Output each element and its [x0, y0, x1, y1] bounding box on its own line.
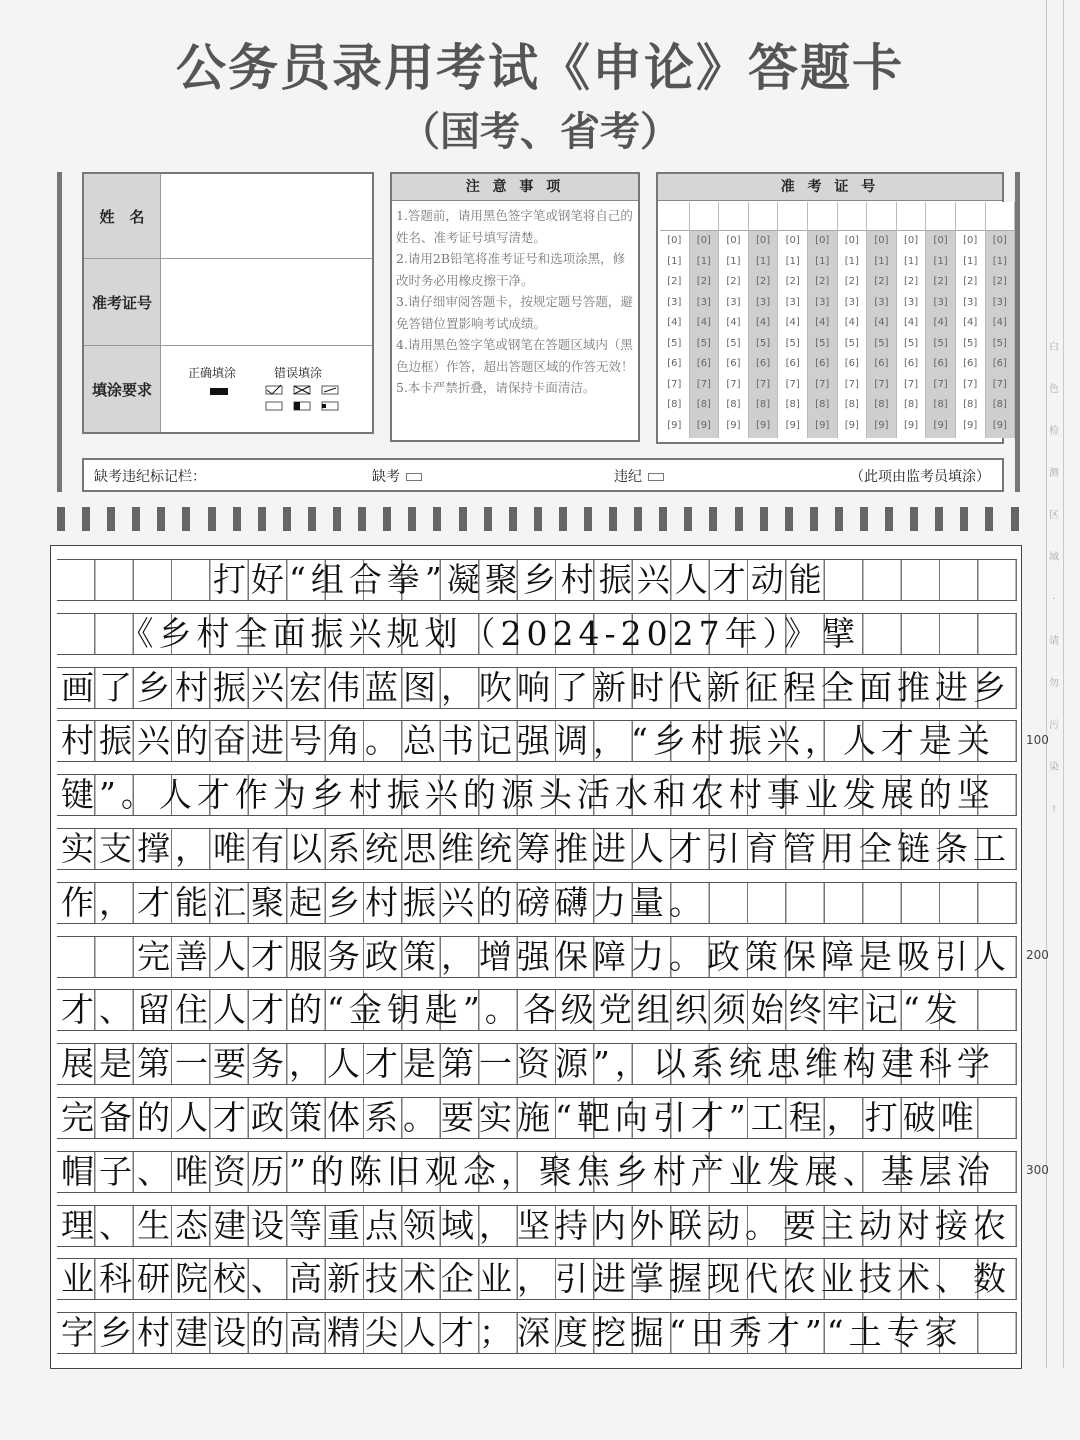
- id-digit-bubble[interactable]: [9]: [815, 419, 830, 431]
- name-row[interactable]: [84, 174, 372, 259]
- id-digit-bubble[interactable]: [2]: [963, 276, 978, 287]
- timing-mark: [433, 507, 441, 531]
- id-digit-bubble[interactable]: [7]: [992, 378, 1007, 390]
- id-digit-bubble[interactable]: [5]: [874, 337, 889, 349]
- wrong-fill-samples: [264, 384, 340, 414]
- violation-checkbox[interactable]: [648, 473, 664, 481]
- id-digit-box[interactable]: [778, 202, 807, 231]
- timing-mark: [910, 507, 918, 531]
- wrong-label: 错误填涂: [274, 366, 323, 380]
- id-digit-box[interactable]: [986, 202, 1015, 231]
- essay-line[interactable]: [57, 882, 1017, 924]
- id-digit-box[interactable]: [956, 202, 985, 231]
- timing-mark: [57, 507, 65, 531]
- page-subtitle: （国考、省考）: [400, 109, 680, 155]
- timing-mark: [258, 507, 266, 531]
- id-digit-bubble[interactable]: [3]: [874, 296, 889, 308]
- id-digit-bubble[interactable]: [9]: [667, 419, 682, 431]
- timing-mark: [233, 507, 241, 531]
- notice-item: 1.答题前，请用黑色签字笔或钢笔将自己的姓名、准考证号填写清楚。: [396, 208, 633, 245]
- id-digit-bubble[interactable]: [0]: [874, 235, 889, 246]
- id-digit-column: [778, 202, 808, 438]
- answer-sheet: [50, 545, 1022, 1369]
- id-digit-bubble[interactable]: [9]: [933, 419, 948, 431]
- id-digit-bubble[interactable]: [9]: [785, 419, 800, 431]
- essay-line-text: 键”。人才作为乡村振兴的源头活水和农村事业发展的坚: [61, 775, 995, 815]
- id-digit-box[interactable]: [808, 202, 837, 231]
- id-digit-bubble[interactable]: [1]: [963, 255, 978, 267]
- timing-mark: [1011, 507, 1019, 531]
- id-digit-bubble[interactable]: [7]: [726, 378, 741, 390]
- fill-label: 填涂要求: [84, 346, 161, 432]
- exam-id-title: 准 考 证 号: [658, 174, 1002, 201]
- id-digit-box[interactable]: [749, 202, 778, 231]
- id-digit-bubble[interactable]: [2]: [726, 276, 741, 287]
- essay-line-text: 字乡村建设的高精尖人才；深度挖掘“田秀才”“土专家: [61, 1313, 963, 1353]
- id-digit-bubble[interactable]: [4]: [726, 317, 741, 328]
- essay-line[interactable]: [57, 828, 1017, 870]
- id-digit-bubble[interactable]: [3]: [785, 296, 800, 308]
- id-digit-bubble[interactable]: [7]: [963, 378, 978, 390]
- timing-mark: [559, 507, 567, 531]
- timing-mark: [609, 507, 617, 531]
- id-digit-box[interactable]: [719, 202, 748, 231]
- id-digit-column: [897, 202, 927, 438]
- id-digit-bubble[interactable]: [8]: [726, 399, 741, 410]
- id-digit-column: [867, 202, 897, 438]
- id-digit-bubble[interactable]: [8]: [696, 399, 711, 410]
- id-digit-bubble[interactable]: [2]: [815, 276, 830, 287]
- id-digit-bubble[interactable]: [4]: [844, 317, 859, 328]
- timing-mark: [885, 507, 893, 531]
- id-digit-bubble[interactable]: [1]: [755, 255, 771, 267]
- id-digit-bubble[interactable]: [4]: [667, 317, 682, 328]
- absent-option[interactable]: [372, 466, 422, 486]
- essay-line[interactable]: [57, 1205, 1017, 1247]
- essay-line-text: 《乡村全面振兴规划（2024-2027年）》擘: [61, 613, 861, 653]
- notice-item: 4.请用黑色签字笔或钢笔在答题区域内（黑色边框）作答，超出答题区域的作答无效！: [396, 337, 634, 374]
- timing-mark: [459, 507, 467, 531]
- candidate-panel: [82, 172, 374, 434]
- side-note: 白 色 检 测 区 域 · 请 勿 污 染 !: [1049, 342, 1059, 815]
- id-digit-bubble[interactable]: [0]: [785, 235, 800, 246]
- id-digit-bubble[interactable]: [3]: [844, 296, 859, 308]
- id-digit-bubble[interactable]: [3]: [667, 296, 682, 308]
- id-digit-bubble[interactable]: [8]: [933, 399, 948, 410]
- id-digit-bubble[interactable]: [0]: [726, 235, 741, 246]
- id-digit-bubble[interactable]: [2]: [696, 276, 711, 287]
- timing-mark: [358, 507, 366, 531]
- id-digit-bubble[interactable]: [2]: [844, 276, 859, 287]
- id-row[interactable]: [84, 259, 372, 346]
- id-digit-bubble[interactable]: [6]: [933, 358, 948, 369]
- id-digit-column: [660, 202, 690, 438]
- id-digit-bubble[interactable]: [3]: [755, 296, 771, 308]
- timing-mark: [785, 507, 793, 531]
- essay-line-text: 业科研院校、高新技术企业，引进掌握现代农业技术、数: [61, 1259, 1011, 1299]
- id-digit-bubble[interactable]: [0]: [755, 235, 771, 246]
- timing-mark: [634, 507, 642, 531]
- id-digit-bubble[interactable]: [6]: [785, 358, 800, 369]
- timing-mark: [408, 507, 416, 531]
- id-digit-bubble[interactable]: [5]: [755, 337, 771, 349]
- timing-mark: [308, 507, 316, 531]
- word-count-200: 200: [1026, 948, 1049, 962]
- id-digit-bubble[interactable]: [7]: [815, 378, 830, 390]
- id-digit-bubble[interactable]: [0]: [815, 235, 830, 246]
- id-digit-bubble[interactable]: [3]: [903, 296, 919, 308]
- essay-line-text: 展是第一要务，人才是第一资源”，以系统思维构建科学: [61, 1044, 995, 1084]
- id-digit-column: [926, 202, 956, 438]
- notice-title: 注 意 事 项: [392, 174, 638, 201]
- timing-mark: [107, 507, 115, 531]
- essay-line[interactable]: [57, 989, 1017, 1031]
- id-digit-box[interactable]: [690, 202, 719, 231]
- name-label: 姓 名: [84, 174, 161, 258]
- timing-mark: [383, 507, 391, 531]
- mark-bar-note: （此项由监考员填涂）: [850, 469, 990, 485]
- id-digit-bubble[interactable]: [5]: [667, 337, 682, 349]
- notice-panel: [390, 172, 640, 442]
- id-digit-bubble[interactable]: [9]: [874, 419, 889, 431]
- notice-item: 2.请用2B铅笔将准考证号和选项涂黑，修改时务必用橡皮擦干净。: [396, 251, 626, 288]
- essay-line-text: 实支撑，唯有以系统思维统筹推进人才引育管用全链条工: [61, 829, 1011, 868]
- timing-mark: [484, 507, 492, 531]
- notice-item: 5.本卡严禁折叠，请保持卡面清洁。: [396, 380, 596, 395]
- id-digit-bubble[interactable]: [6]: [963, 358, 978, 369]
- id-digit-bubble[interactable]: [3]: [992, 296, 1007, 308]
- essay-line-text: 打好“组合拳”凝聚乡村振兴人才动能: [61, 560, 827, 599]
- id-digit-box[interactable]: [660, 202, 689, 231]
- essay-line-text: 完备的人才政策体系。要实施“靶向引才”工程，打破唯: [61, 1098, 979, 1137]
- id-digit-bubble[interactable]: [5]: [815, 337, 830, 349]
- id-digit-bubble[interactable]: [6]: [696, 358, 711, 369]
- id-digit-bubble[interactable]: [1]: [844, 255, 859, 267]
- word-count-300: 300: [1026, 1163, 1049, 1177]
- essay-line[interactable]: [57, 1097, 1017, 1139]
- id-digit-bubble[interactable]: [4]: [874, 317, 889, 328]
- absence-mark-bar: [82, 458, 1004, 492]
- id-digit-bubble[interactable]: [8]: [903, 399, 919, 410]
- essay-line[interactable]: [57, 1258, 1017, 1300]
- id-digit-bubble[interactable]: [4]: [755, 317, 771, 328]
- timing-mark: [835, 507, 843, 531]
- id-digit-bubble[interactable]: [6]: [755, 358, 771, 369]
- id-digit-bubble[interactable]: [6]: [992, 358, 1007, 369]
- id-digit-bubble[interactable]: [0]: [963, 235, 978, 246]
- timing-mark: [860, 507, 868, 531]
- id-digit-bubble[interactable]: [9]: [726, 419, 741, 431]
- violation-label: 违纪: [614, 469, 642, 485]
- id-digit-bubble[interactable]: [6]: [844, 358, 859, 369]
- id-digit-column: [808, 202, 838, 438]
- timing-mark: [208, 507, 216, 531]
- timing-mark: [283, 507, 291, 531]
- essay-line-text: 作，才能汇聚起乡村振兴的磅礴力量。: [61, 882, 707, 922]
- id-digit-bubble[interactable]: [4]: [992, 317, 1007, 328]
- timing-mark: [709, 507, 717, 531]
- timing-mark: [960, 507, 968, 531]
- id-digit-bubble[interactable]: [4]: [903, 317, 919, 328]
- id-digit-bubble[interactable]: [5]: [933, 337, 948, 349]
- id-digit-bubble[interactable]: [8]: [667, 399, 682, 410]
- edge-bar-left: [57, 172, 62, 492]
- id-digit-bubble[interactable]: [7]: [844, 378, 859, 390]
- page-title: 公务员录用考试《申论》答题卡: [176, 39, 904, 97]
- id-digit-box[interactable]: [926, 202, 955, 231]
- timing-mark: [182, 507, 190, 531]
- essay-line[interactable]: [57, 936, 1017, 978]
- id-digit-column: [956, 202, 986, 438]
- id-digit-bubble[interactable]: [0]: [844, 235, 859, 246]
- id-digit-bubble[interactable]: [3]: [696, 296, 711, 308]
- id-digit-bubble[interactable]: [6]: [815, 358, 830, 369]
- id-digit-bubble[interactable]: [1]: [667, 255, 682, 267]
- id-digit-bubble[interactable]: [6]: [726, 358, 741, 369]
- timing-mark: [935, 507, 943, 531]
- essay-line[interactable]: [57, 667, 1017, 709]
- id-digit-bubble[interactable]: [9]: [755, 419, 771, 431]
- id-digit-bubble[interactable]: [0]: [933, 235, 948, 246]
- essay-line[interactable]: [57, 1043, 1017, 1085]
- timing-mark: [132, 507, 140, 531]
- absent-checkbox[interactable]: [406, 473, 422, 481]
- id-digit-bubble[interactable]: [9]: [992, 419, 1007, 431]
- id-digit-bubble[interactable]: [8]: [785, 399, 800, 410]
- id-digit-bubble[interactable]: [4]: [696, 317, 711, 328]
- correct-fill-sample: [210, 388, 228, 395]
- timing-mark: [810, 507, 818, 531]
- id-digit-bubble[interactable]: [7]: [696, 378, 711, 390]
- id-digit-bubble[interactable]: [3]: [963, 296, 978, 308]
- id-digit-bubble[interactable]: [9]: [696, 419, 711, 431]
- timing-mark: [584, 507, 592, 531]
- id-digit-bubble[interactable]: [1]: [726, 255, 741, 267]
- id-digit-bubble[interactable]: [9]: [963, 419, 978, 431]
- timing-mark: [82, 507, 90, 531]
- id-digit-bubble[interactable]: [4]: [963, 317, 978, 328]
- violation-option[interactable]: [614, 466, 664, 486]
- essay-line-text: 画了乡村振兴宏伟蓝图，吹响了新时代新征程全面推进乡: [61, 667, 1011, 707]
- id-digit-bubble[interactable]: [2]: [903, 276, 919, 287]
- id-digit-bubble[interactable]: [4]: [785, 317, 800, 328]
- id-digit-bubble[interactable]: [7]: [667, 378, 682, 390]
- timing-mark: [659, 507, 667, 531]
- id-digit-column: [838, 202, 868, 438]
- notice-list: [392, 201, 638, 399]
- id-digit-bubble[interactable]: [7]: [903, 378, 919, 390]
- timing-mark: [735, 507, 743, 531]
- id-digit-column: [986, 202, 1016, 438]
- essay-line-text: 帽子、唯资历”的陈旧观念，聚焦乡村产业发展、基层治: [61, 1151, 995, 1191]
- id-digit-bubble[interactable]: [5]: [726, 337, 741, 349]
- id-digit-bubble[interactable]: [2]: [933, 276, 948, 287]
- id-digit-bubble[interactable]: [4]: [815, 317, 830, 328]
- id-digit-bubble[interactable]: [2]: [785, 276, 800, 287]
- id-digit-bubble[interactable]: [5]: [696, 337, 711, 349]
- absent-label: 缺考: [372, 469, 400, 485]
- id-digit-column: [719, 202, 749, 438]
- id-digit-bubble[interactable]: [3]: [933, 296, 948, 308]
- timing-mark: [333, 507, 341, 531]
- mark-bar-label: 缺考违纪标记栏：: [94, 469, 206, 485]
- word-count-100: 100: [1026, 733, 1049, 747]
- id-digit-bubble[interactable]: [8]: [844, 399, 859, 410]
- id-digit-bubble[interactable]: [6]: [903, 358, 919, 369]
- id-digit-bubble[interactable]: [8]: [874, 399, 889, 410]
- id-digit-bubble[interactable]: [2]: [874, 276, 889, 287]
- id-digit-bubble[interactable]: [1]: [874, 255, 889, 267]
- id-digit-bubble[interactable]: [0]: [667, 235, 682, 246]
- id-digit-bubble[interactable]: [5]: [903, 337, 919, 349]
- timing-marks: [57, 507, 1019, 531]
- edge-bar-right: [1015, 172, 1020, 492]
- id-digit-bubble[interactable]: [0]: [696, 235, 711, 246]
- id-digit-bubble[interactable]: [2]: [755, 276, 771, 287]
- timing-mark: [157, 507, 165, 531]
- id-digit-bubble[interactable]: [3]: [726, 296, 741, 308]
- id-digit-bubble[interactable]: [3]: [815, 296, 830, 308]
- essay-line-text: 理、生态建设等重点领域，坚持内外联动。要主动对接农: [61, 1205, 1011, 1245]
- id-digit-bubble[interactable]: [1]: [933, 255, 948, 267]
- essay-line-text: 村振兴的奋进号角。总书记强调，“乡村振兴，人才是关: [61, 721, 995, 761]
- timing-mark: [760, 507, 768, 531]
- id-digit-bubble[interactable]: [0]: [992, 235, 1007, 246]
- essay-line[interactable]: [57, 720, 1017, 762]
- id-digit-column: [749, 202, 779, 438]
- id-digit-bubble[interactable]: [7]: [874, 378, 889, 390]
- timing-mark: [684, 507, 692, 531]
- exam-id-grid: [660, 202, 1015, 438]
- id-digit-bubble[interactable]: [1]: [903, 255, 919, 267]
- id-digit-bubble[interactable]: [7]: [933, 378, 948, 390]
- essay-line-text: 才、留住人才的“金钥匙”。各级党组织须始终牢记“发: [61, 990, 963, 1030]
- essay-line[interactable]: [57, 613, 1017, 655]
- id-digit-bubble[interactable]: [8]: [815, 399, 830, 410]
- exam-id-panel: [656, 172, 1007, 444]
- id-digit-column: [690, 202, 720, 438]
- id-digit-bubble[interactable]: [8]: [992, 399, 1007, 410]
- essay-line-text: 完善人才服务政策，增强保障力。政策保障是吸引人: [61, 936, 1011, 976]
- id-digit-bubble[interactable]: [5]: [963, 337, 978, 349]
- id-digit-box[interactable]: [838, 202, 867, 231]
- id-digit-bubble[interactable]: [1]: [785, 255, 800, 267]
- timing-mark: [509, 507, 517, 531]
- id-digit-bubble[interactable]: [7]: [755, 378, 771, 390]
- id-digit-bubble[interactable]: [1]: [992, 255, 1007, 267]
- id-digit-bubble[interactable]: [1]: [815, 255, 830, 267]
- id-digit-bubble[interactable]: [5]: [992, 337, 1007, 349]
- id-digit-box[interactable]: [897, 202, 926, 231]
- id-digit-bubble[interactable]: [6]: [874, 358, 889, 369]
- essay-line[interactable]: [57, 774, 1017, 816]
- fill-row: [84, 346, 372, 432]
- essay-line[interactable]: [57, 1312, 1017, 1354]
- timing-mark: [985, 507, 993, 531]
- id-digit-bubble[interactable]: [9]: [903, 419, 919, 431]
- id-label: 准考证号: [84, 259, 161, 345]
- notice-item: 3.请仔细审阅答题卡，按规定题号答题，避免答错位置影响考试成绩。: [396, 294, 633, 331]
- id-digit-box[interactable]: [867, 202, 896, 231]
- id-digit-bubble[interactable]: [5]: [785, 337, 800, 349]
- essay-line[interactable]: [57, 1151, 1017, 1193]
- timing-mark: [534, 507, 542, 531]
- essay-line[interactable]: [57, 559, 1017, 601]
- id-digit-bubble[interactable]: [7]: [785, 378, 800, 390]
- id-digit-bubble[interactable]: [8]: [963, 399, 978, 410]
- id-digit-bubble[interactable]: [4]: [933, 317, 948, 328]
- id-digit-bubble[interactable]: [9]: [844, 419, 859, 431]
- id-digit-bubble[interactable]: [2]: [667, 276, 682, 287]
- id-digit-bubble[interactable]: [0]: [903, 235, 919, 246]
- id-digit-bubble[interactable]: [6]: [667, 358, 682, 369]
- correct-label: 正确填涂: [188, 366, 237, 380]
- id-digit-bubble[interactable]: [1]: [696, 255, 711, 267]
- id-digit-bubble[interactable]: [8]: [755, 399, 771, 410]
- id-digit-bubble[interactable]: [5]: [844, 337, 859, 349]
- id-digit-bubble[interactable]: [2]: [992, 276, 1007, 287]
